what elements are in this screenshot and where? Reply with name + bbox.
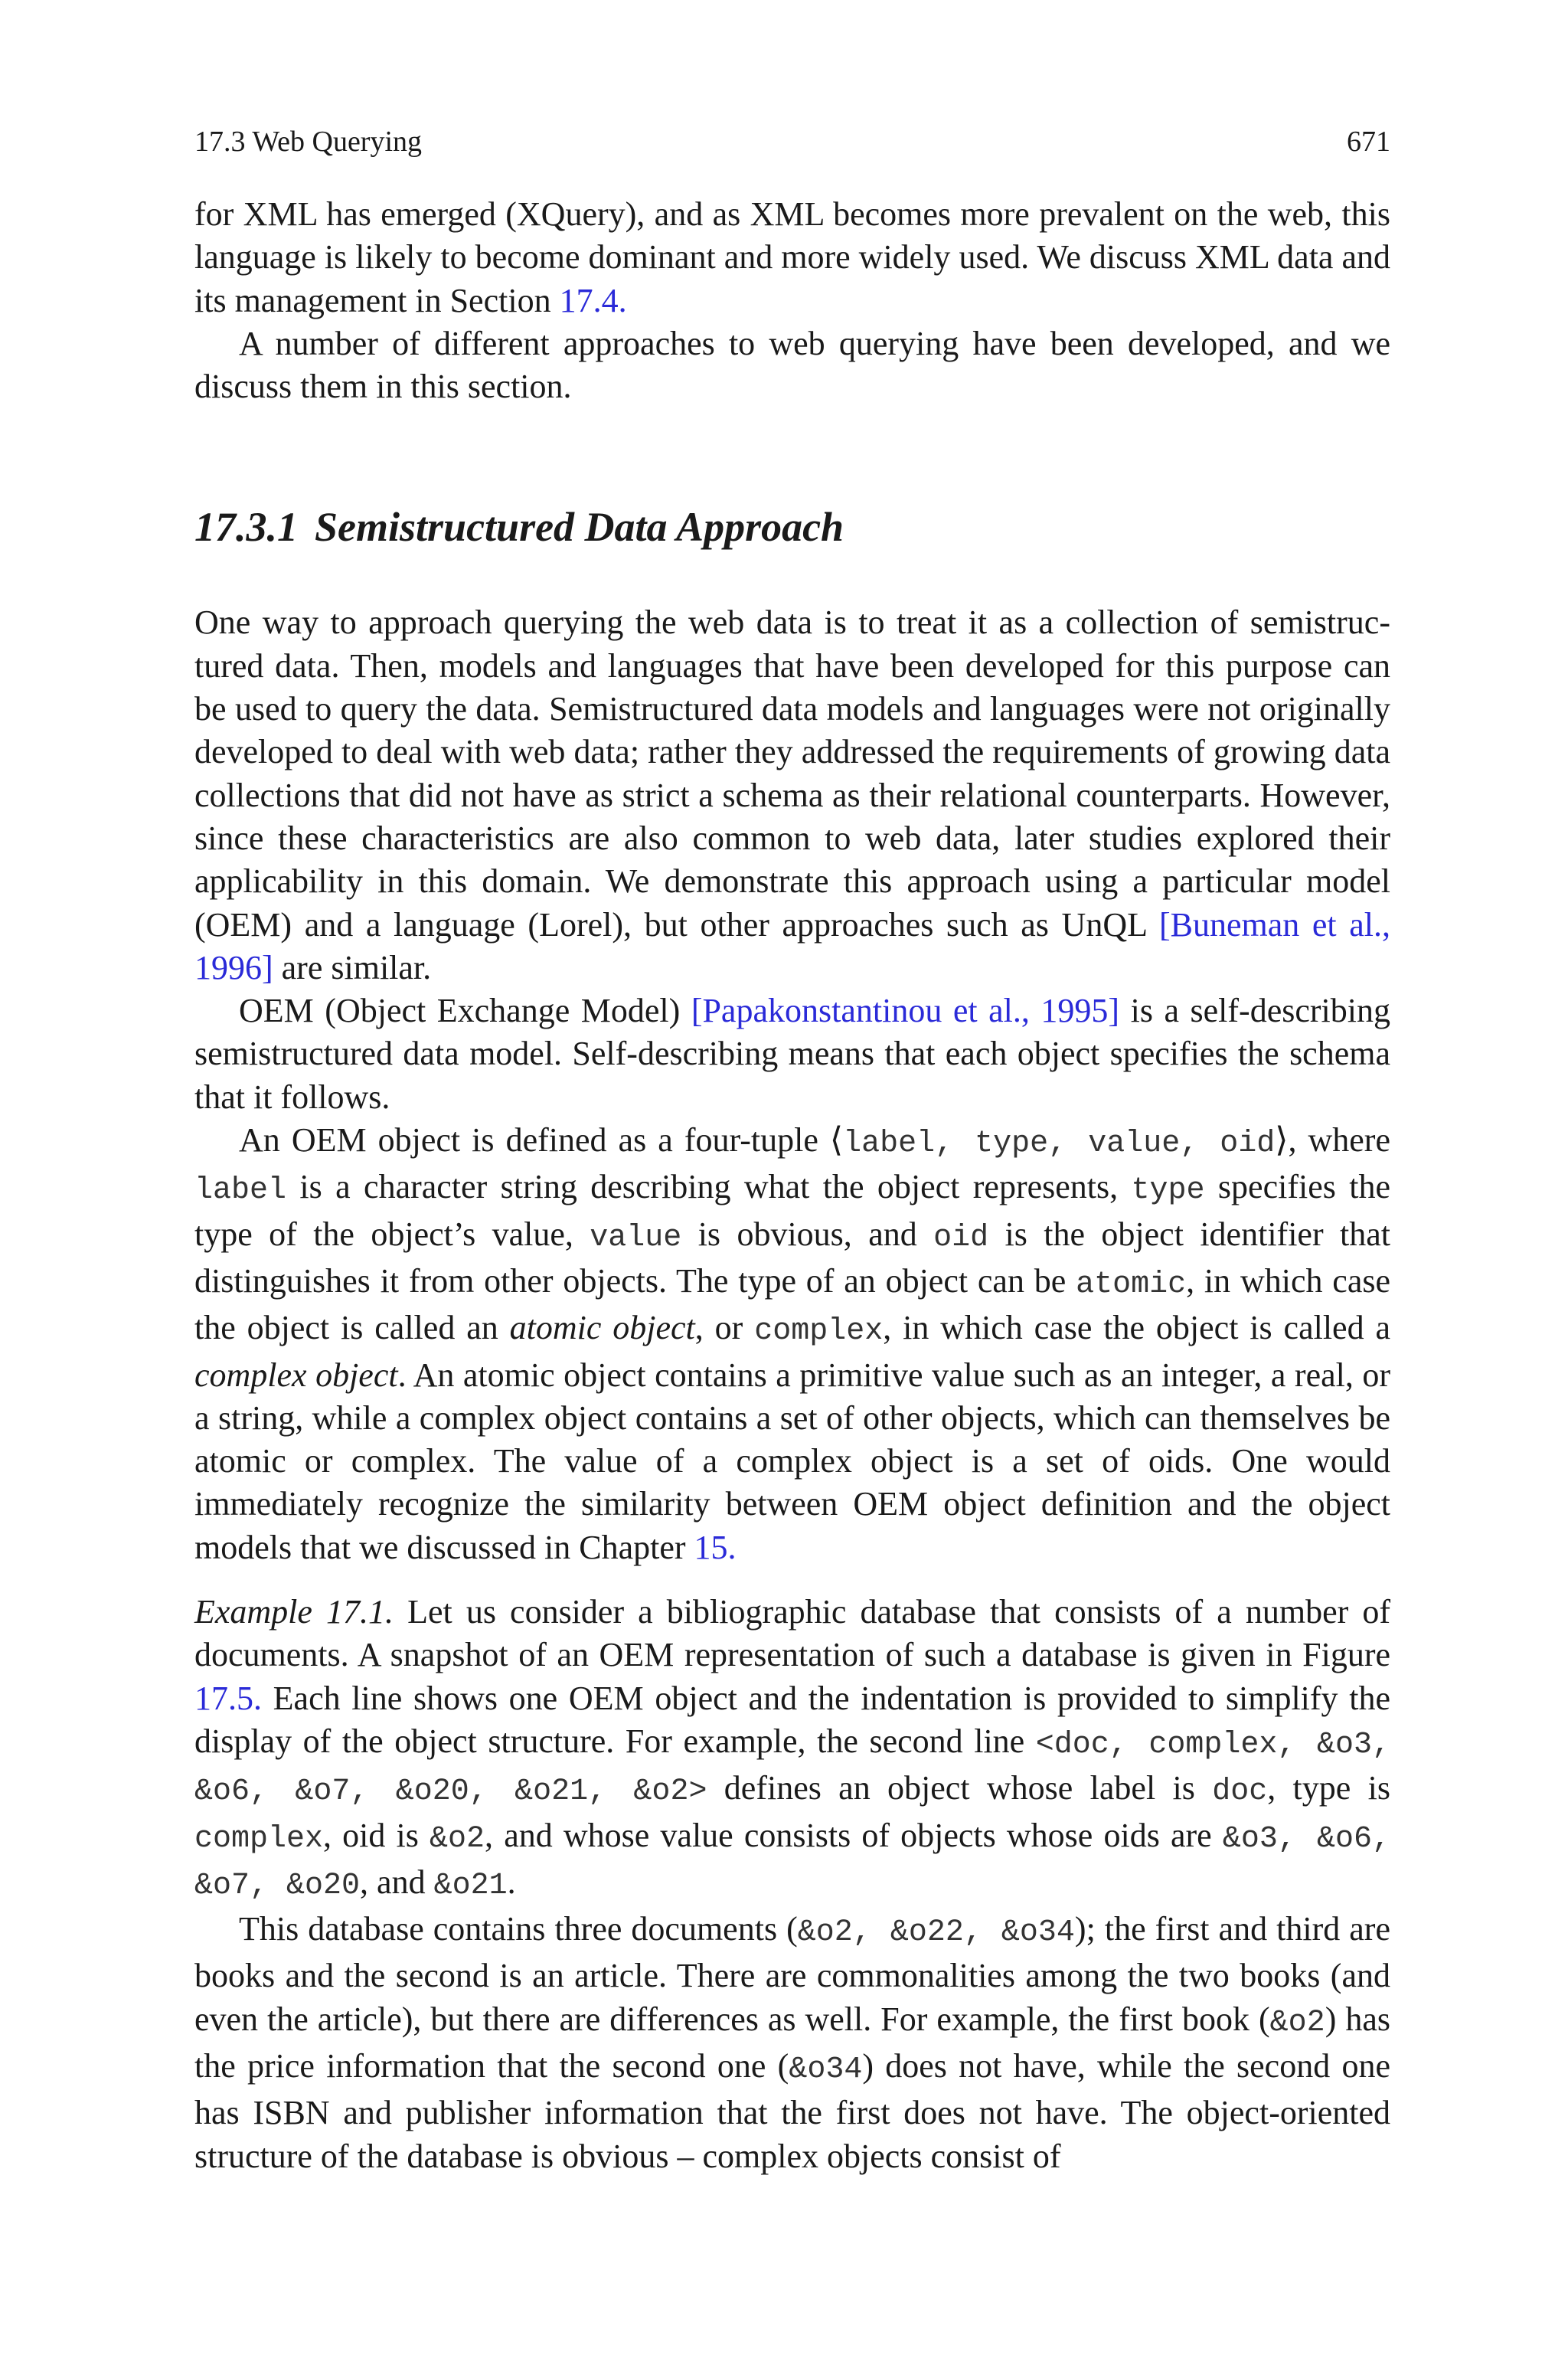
code-span: &o2 (1269, 2005, 1325, 2040)
text-run: is obvious, and (681, 1215, 934, 1253)
text-run: Let us consider a bibliographic database that consists of a number of documents. A snapshot of an OEM representation of such a database is given in Figure (194, 1593, 1391, 1674)
text-run: , oid is (323, 1816, 430, 1854)
code-span: &o21 (433, 1868, 508, 1903)
text-run: , and (360, 1863, 434, 1901)
chapter-link[interactable]: 15. (694, 1528, 737, 1566)
emphasis: atomic object (509, 1309, 695, 1347)
text-run: defines an object whose label is (707, 1769, 1213, 1807)
code-span: type (1131, 1173, 1205, 1209)
text-run: for XML has emerged (XQuery), and as XML becomes more prevalent on the web, this language is likely to become dominant and more widely used. We discuss XML data and its management in Section (194, 195, 1390, 319)
section-link[interactable]: 17.4. (559, 281, 627, 319)
text-run: ); the first and third are books and the second is an article. There are commonalities among the two books (and even the article), but there are differences as well. For example, the first book ( (194, 1910, 1390, 2038)
text-run: , and whose value consists of objects whose oids are (485, 1816, 1223, 1854)
text-run: ) has the price information that the second one ( (194, 2000, 1390, 2085)
text-run: , type is (1267, 1769, 1390, 1807)
emphasis: complex object (194, 1356, 398, 1394)
code-span: label (194, 1173, 287, 1209)
paragraph-approaches (194, 322, 1390, 409)
text-run: Each line shows one OEM object and the indentation is provided to simplify the display of the object structure. For example, the second line (194, 1679, 1390, 1760)
paragraph-semistructured (194, 601, 1390, 989)
book-page (194, 123, 1390, 2178)
running-head (194, 123, 1390, 161)
section-title: Semistructured Data Approach (315, 504, 844, 551)
paragraph-oem-object (194, 1119, 1390, 1569)
text-run: is the object identifier that distinguishes it from other objects. The type of an object can be (194, 1215, 1390, 1300)
example-label: Example 17.1. (194, 1593, 394, 1631)
code-span: &o34 (789, 2052, 863, 2087)
text-run: OEM (Object Exchange Model) (239, 992, 691, 1030)
text-run: , in which case the object is called a (883, 1309, 1390, 1347)
text-run: is a character string describing what the object represents, (286, 1168, 1132, 1206)
code-span: doc (1212, 1775, 1268, 1810)
code-span: &o2 (430, 1821, 485, 1856)
code-span: atomic (1076, 1267, 1187, 1302)
text-run: ⟩, where (1275, 1121, 1390, 1160)
text-run: , in which case the object is called an (194, 1261, 1390, 1347)
code-span: complex (194, 1821, 324, 1856)
text-run: , or (694, 1309, 755, 1347)
text-run: . (507, 1863, 516, 1901)
code-span: label, type, value, oid (843, 1127, 1276, 1162)
text-run: is a self-describing semistructured data model. Self-describing means that each object specifies the schema that it follows. (194, 992, 1390, 1116)
text-run: . An atomic object contains a primitive value such as an integer, a real, or a string, while a complex object contains a set of other objects, which can themselves be atomic or complex. The value of a complex object is a set of oids. One would immediately recognize the similarity between OEM object definition and the object models that we discussed in Chapter (194, 1356, 1390, 1566)
code-span: value (590, 1220, 682, 1255)
example-paragraph (194, 1591, 1390, 1908)
text-run: This database contains three documents ( (239, 1910, 798, 1948)
code-span: &o3, &o6, &o7, &o20 (194, 1821, 1390, 1903)
section-number: 17.3.1 (194, 504, 298, 551)
code-span: complex (754, 1314, 884, 1349)
paragraph-database (194, 1908, 1390, 2178)
paragraph-continued (194, 193, 1390, 322)
text-run: An OEM object is defined as a four-tuple ⟨ (239, 1121, 844, 1160)
citation-link[interactable]: [Buneman et al., 1996] (194, 905, 1390, 986)
code-span: <doc, complex, &o3, &o6, &o7, &o20, &o21, &o2> (194, 1727, 1391, 1810)
text-run: are similar. (273, 948, 432, 986)
text-run: One way to approach querying the web data is to treat it as a collection of semistructured data. Then, models and languages that have been developed for this purpose can be used to query the data. Semistructured data models and languages were not originally developed to deal with web data; rather they addressed the requirements of growing data collections that did not have as strict a schema as their relational counterparts. However, since these characteristics are also common to web data, later studies explored their applicability in this domain. We demonstrate this approach using a particular model (OEM) and a language (Lorel), but other approaches such as UnQL (194, 603, 1390, 944)
running-head-section: 17.3 Web Querying (194, 126, 423, 158)
text-run: specifies the type of the object’s value, (194, 1168, 1390, 1253)
figure-link[interactable]: 17.5. (194, 1679, 262, 1717)
citation-link[interactable]: [Papakonstantinou et al., 1995] (691, 992, 1120, 1030)
page-number: 671 (1347, 126, 1390, 158)
code-span: oid (933, 1220, 989, 1255)
text-run: ) does not have, while the second one has ISBN and publisher information that the first does not have. The object-oriented structure of the database is obvious – complex objects consist of (194, 2046, 1390, 2175)
text-run: A number of different approaches to web querying have been developed, and we discuss them in this section. (194, 324, 1390, 406)
code-span: &o2, &o22, &o34 (797, 1915, 1075, 1951)
section-heading (194, 500, 1390, 554)
paragraph-oem (194, 989, 1390, 1119)
